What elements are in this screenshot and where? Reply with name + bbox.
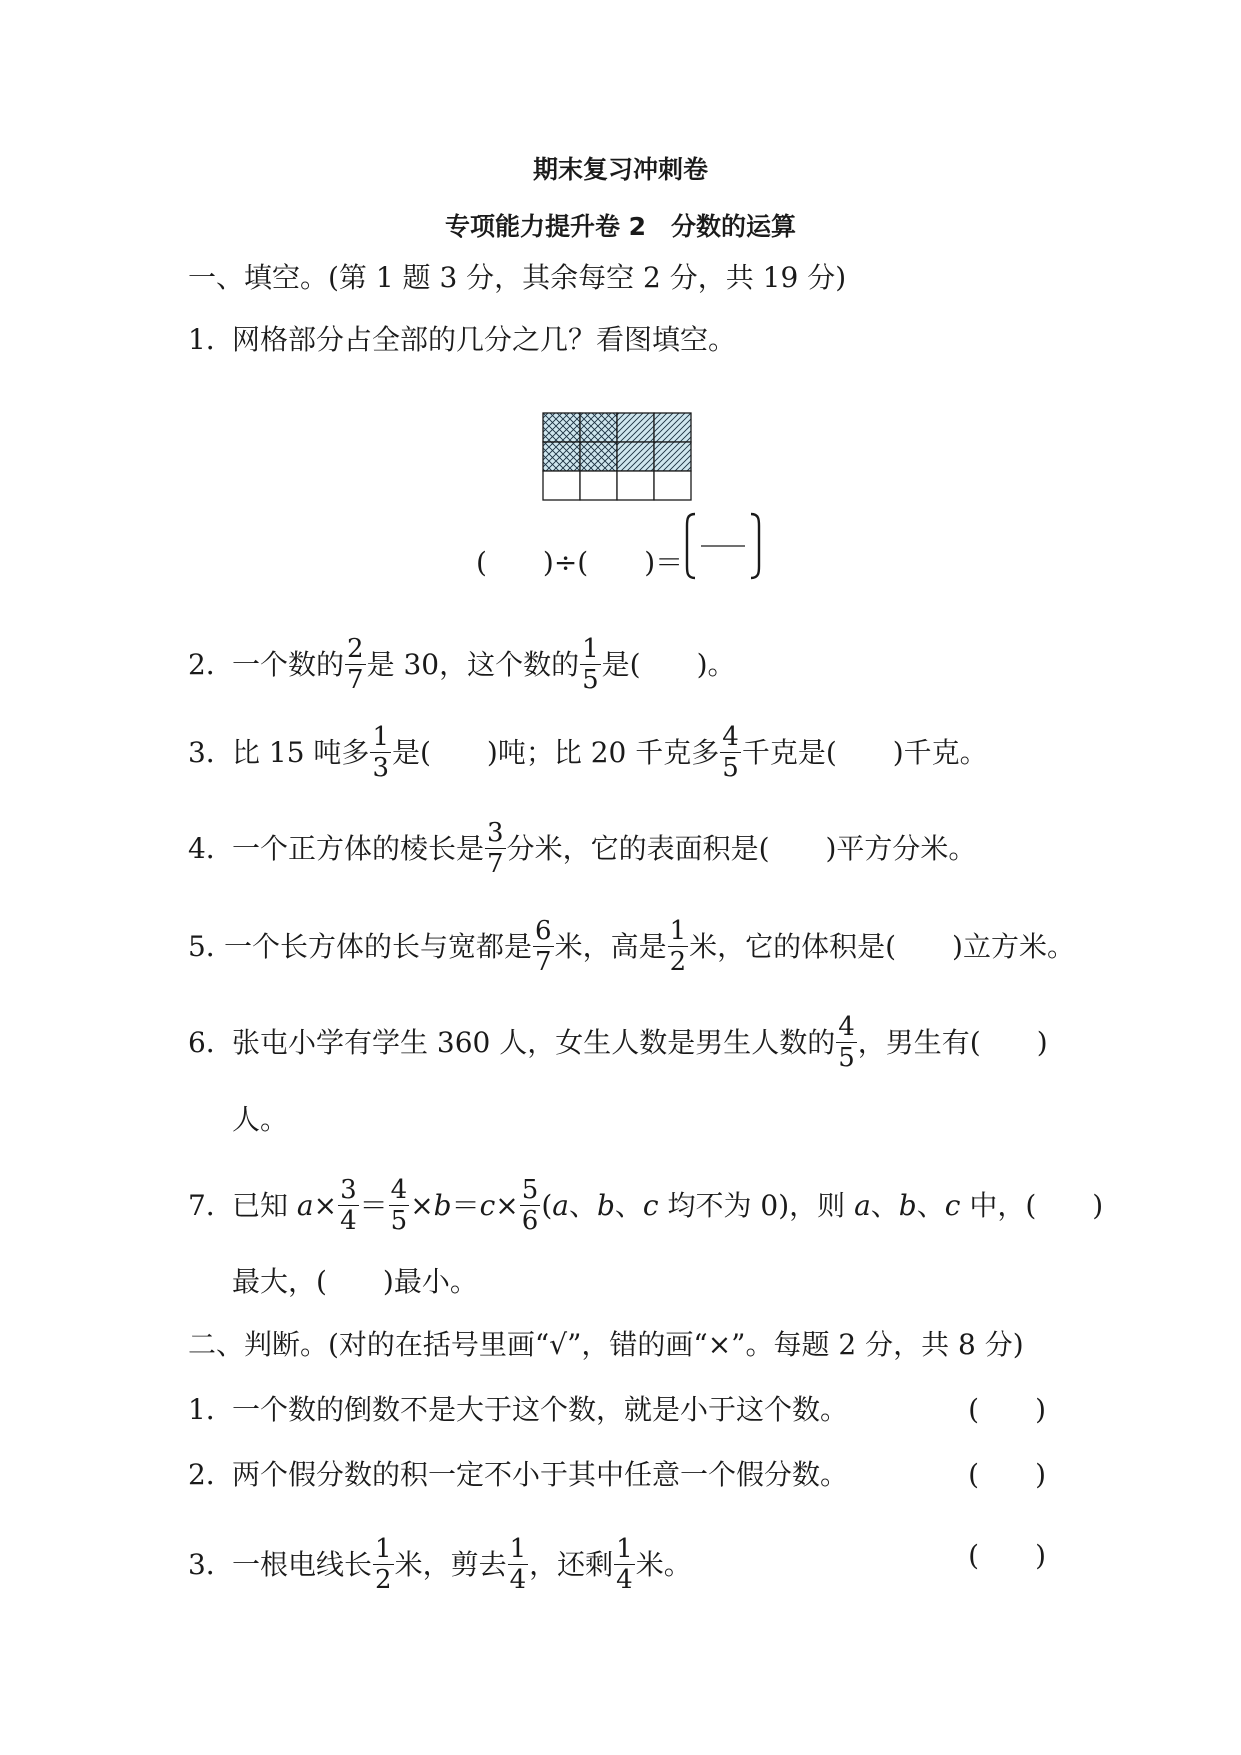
question-text: 一个长方体的长与宽都是	[224, 930, 533, 963]
denominator: 6	[521, 1206, 539, 1236]
question-1-1-equation	[476, 518, 763, 611]
open-paren: (	[541, 1189, 553, 1222]
division-blanks: ( )÷( )＝	[476, 546, 684, 579]
denominator: 2	[375, 1565, 392, 1595]
variable-a: a	[296, 1189, 314, 1222]
fraction	[485, 818, 506, 879]
question-1-5	[188, 918, 1075, 979]
judge-answer-paren[interactable]: ( )	[968, 1393, 1046, 1426]
answer-blank[interactable]: 是( )。	[601, 648, 736, 681]
denominator: 5	[838, 1043, 855, 1073]
fraction	[389, 1175, 410, 1236]
judge-answer-paren[interactable]: ( )	[968, 1458, 1046, 1491]
question-number: 6．	[188, 1026, 234, 1059]
denominator: 7	[347, 665, 364, 695]
judge-answer-paren[interactable]: ( )	[968, 1539, 1046, 1572]
question-1-6-continued: 人。	[232, 1103, 289, 1136]
question-1-4	[188, 820, 976, 881]
fraction-grid-figure	[542, 412, 694, 508]
fraction	[668, 916, 689, 977]
numerator: 1	[582, 634, 599, 664]
section2-heading: 二、判断。(对的在括号里画“√”，错的画“×”。每题 2 分，共 8 分)	[188, 1328, 1024, 1361]
question-text: 一根电线长	[232, 1548, 373, 1581]
denominator: 4	[616, 1565, 633, 1595]
fraction	[520, 1175, 541, 1236]
variable-b: b	[433, 1189, 452, 1222]
variable-c: c	[944, 1189, 961, 1222]
fraction	[508, 1534, 529, 1595]
question-2-2	[188, 1455, 848, 1495]
numerator: 4	[838, 1012, 855, 1042]
question-text: 米，剪去	[394, 1548, 507, 1581]
denominator: 4	[340, 1206, 357, 1236]
answer-fraction-bracket[interactable]	[683, 510, 763, 603]
question-1-7-continued[interactable]: 最大，( )最小。	[232, 1265, 478, 1298]
page-subtitle: 专项能力提升卷 2 分数的运算	[444, 212, 797, 241]
question-text: 已知	[232, 1189, 297, 1222]
question-number: 7．	[188, 1189, 234, 1222]
grid-cell-crosshatch	[580, 413, 617, 442]
fraction	[370, 722, 391, 783]
times-sign: ×	[313, 1189, 338, 1222]
grid-cell-diagonal	[617, 442, 654, 471]
question-2-1	[188, 1390, 848, 1430]
variable-b: b	[898, 1189, 917, 1222]
answer-blank[interactable]: 千克是( )千克。	[741, 736, 988, 769]
grid-cell-blank	[617, 471, 654, 500]
question-number: 5．	[188, 930, 234, 963]
numerator: 4	[390, 1175, 408, 1205]
question-number: 4．	[188, 832, 234, 865]
equals-sign: ＝	[451, 1189, 480, 1222]
equals-sign: ＝	[359, 1189, 388, 1222]
variable-a: a	[854, 1189, 871, 1222]
grid-cell-diagonal	[654, 413, 691, 442]
answer-blank[interactable]: 是( )吨；比 20 千克多	[391, 736, 720, 769]
answer-blank[interactable]: ，男生有( )	[857, 1026, 1048, 1059]
question-text: 张屯小学有学生 360 人，女生人数是男生人数的	[232, 1026, 836, 1059]
numerator: 5	[521, 1175, 539, 1205]
separator: 、	[614, 1189, 643, 1222]
question-text: 网格部分占全部的几分之几？看图填空。	[232, 323, 737, 356]
question-1-2	[188, 636, 736, 697]
times-sign: ×	[495, 1189, 519, 1222]
numerator: 3	[340, 1175, 357, 1205]
grid-cell-diagonal	[654, 442, 691, 471]
page-title: 期末复习冲刺卷	[532, 155, 708, 184]
question-number: 3．	[188, 736, 234, 769]
variable-c: c	[642, 1189, 659, 1222]
separator: 、	[916, 1189, 945, 1222]
question-1-1	[188, 320, 736, 360]
grid-cell-diagonal	[617, 413, 654, 442]
numerator: 1	[669, 916, 687, 946]
denominator: 5	[390, 1206, 408, 1236]
answer-blank[interactable]: 分米，它的表面积是( )平方分米。	[506, 832, 977, 865]
fraction	[373, 1534, 394, 1595]
question-text: 一个数的倒数不是大于这个数，就是小于这个数。	[232, 1393, 849, 1426]
variable-c: c	[479, 1189, 496, 1222]
grid-svg	[542, 412, 694, 504]
question-number: 3．	[188, 1548, 234, 1581]
fraction	[580, 634, 601, 695]
numerator: 1	[509, 1534, 527, 1564]
question-number: 2．	[188, 648, 234, 681]
question-text: 比 15 吨多	[232, 736, 370, 769]
numerator: 4	[722, 722, 739, 752]
numerator: 2	[347, 634, 364, 664]
separator: 、	[870, 1189, 899, 1222]
denominator: 7	[535, 947, 552, 977]
answer-blank[interactable]: 中，( )	[960, 1189, 1104, 1222]
times-sign: ×	[410, 1189, 434, 1222]
fraction	[533, 916, 554, 977]
grid-cell-blank	[654, 471, 691, 500]
fraction	[614, 1534, 635, 1595]
fraction	[338, 1175, 359, 1236]
question-text: ，还剩	[529, 1548, 614, 1581]
numerator: 6	[535, 916, 552, 946]
numerator: 1	[372, 722, 389, 752]
denominator: 5	[582, 665, 599, 695]
question-text: 一个数的	[232, 648, 345, 681]
denominator: 4	[509, 1565, 527, 1595]
grid-cell-crosshatch	[580, 442, 617, 471]
section1-heading: 一、填空。(第 1 题 3 分，其余每空 2 分，共 19 分)	[188, 261, 847, 294]
fraction	[720, 722, 741, 783]
question-number: 1．	[188, 1393, 234, 1426]
variable-a: a	[552, 1189, 569, 1222]
variable-b: b	[596, 1189, 615, 1222]
grid-cell-crosshatch	[543, 442, 580, 471]
denominator: 3	[372, 753, 389, 783]
question-text: 均不为 0)，则	[658, 1189, 855, 1222]
fraction	[836, 1012, 857, 1073]
grid-cell-blank	[580, 471, 617, 500]
question-2-3	[188, 1536, 692, 1597]
denominator: 7	[487, 849, 504, 879]
fraction	[345, 634, 366, 695]
denominator: 2	[669, 947, 687, 977]
question-text: 是 30，这个数的	[366, 648, 580, 681]
question-number: 1．	[188, 323, 234, 356]
question-1-3	[188, 724, 988, 785]
separator: 、	[568, 1189, 597, 1222]
question-text: 两个假分数的积一定不小于其中任意一个假分数。	[232, 1458, 849, 1491]
question-text: 一个正方体的棱长是	[232, 832, 485, 865]
numerator: 1	[616, 1534, 633, 1564]
denominator: 5	[722, 753, 739, 783]
answer-blank[interactable]: 米，它的体积是( )立方米。	[689, 930, 1075, 963]
question-1-7	[188, 1177, 1103, 1238]
numerator: 1	[375, 1534, 392, 1564]
question-text: 米。	[635, 1548, 692, 1581]
question-1-6	[188, 1014, 1048, 1075]
question-number: 2．	[188, 1458, 234, 1491]
numerator: 3	[487, 818, 504, 848]
grid-cell-blank	[543, 471, 580, 500]
grid-cell-crosshatch	[543, 413, 580, 442]
question-text: 米，高是	[554, 930, 667, 963]
